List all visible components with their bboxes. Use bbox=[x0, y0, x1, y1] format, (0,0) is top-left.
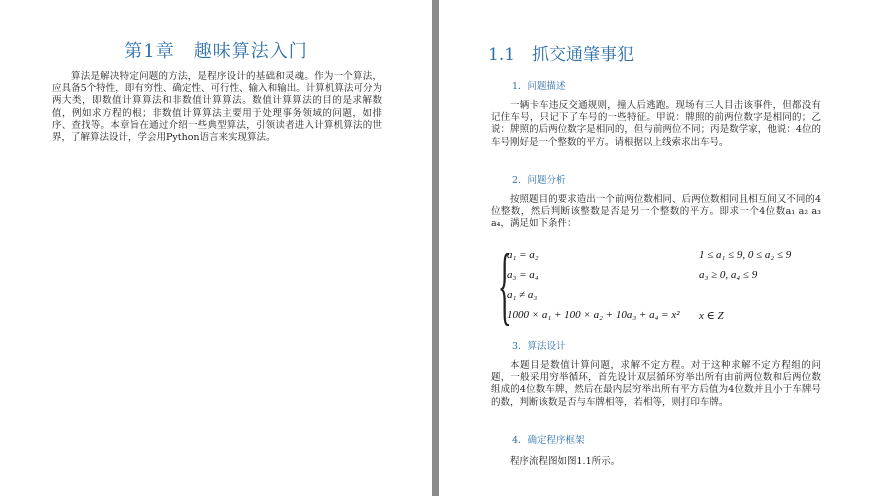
subsection-3-title: 3．算法设计 bbox=[512, 341, 566, 352]
condition-4: x ∈ Z bbox=[699, 310, 724, 322]
equation-system bbox=[498, 237, 818, 334]
subsection-4-title: 4．确定程序框架 bbox=[512, 435, 585, 446]
section-title: 1.1 抓交通肇事犯 bbox=[488, 45, 635, 65]
right-page bbox=[439, 0, 869, 496]
condition-2: a₃ ≥ 0, a₄ ≤ 9 bbox=[699, 269, 758, 281]
chapter-title: 第1章 趣味算法入门 bbox=[124, 41, 308, 62]
subsection-1-title: 1．问题描述 bbox=[512, 81, 566, 92]
condition-1: 1 ≤ a₁ ≤ 9, 0 ≤ a₂ ≤ 9 bbox=[699, 249, 792, 261]
equation-4: 1000 × a₁ + 100 × a₂ + 10a₃ + a₄ = x² bbox=[507, 309, 680, 321]
equation-3: a₁ ≠ a₃ bbox=[507, 289, 538, 301]
subsection-1-paragraph: 一辆卡车违反交通规则，撞人后逃跑。现场有三人目击该事件，但都没有记住车号，只记下了车号的一些特征。甲说：牌照的前两位数字是相同的；乙说：牌照的后两位数字是相同的，但与前两位不同；丙是数学家，他说：4位的车号刚好是一个整数的平方。请根据以上线索求出车号。 bbox=[491, 100, 821, 148]
left-brace: { bbox=[498, 237, 512, 334]
subsection-4-paragraph: 程序流程图如图1.1所示。 bbox=[510, 456, 621, 467]
subsection-2-title: 2．问题分析 bbox=[512, 175, 566, 186]
equation-2: a₃ = a₄ bbox=[507, 269, 539, 281]
page-gutter bbox=[432, 0, 439, 496]
subsection-3-paragraph: 本题目是数值计算问题，求解不定方程。对于这种求解不定方程组的问题，一般采用穷举循环，首先设计双层循环穷举出所有由前两位数和后两位数组成的4位数车牌，然后在最内层穷举出所有平方后值为4位数并且小于车牌号的数，判断该数是否与车牌相等，若相等，则打印车牌。 bbox=[491, 360, 821, 408]
left-page bbox=[0, 0, 432, 496]
subsection-2-paragraph: 按照题目的要求造出一个前两位数相同、后两位数相同且相互间又不同的4位整数，然后判断该整数是否是另一个整数的平方。即求一个4位数a₁ a₂ a₃ a₄，满足如下条件： bbox=[491, 194, 821, 230]
chapter-intro-paragraph: 算法是解决特定问题的方法，是程序设计的基础和灵魂。作为一个算法，应具备5个特性，即有穷性、确定性、可行性、输入和输出。计算机算法可分为两大类，即数值计算算法和非数值计算算法。数值计算算法的目的是求解数值，例如求方程的根；非数值计算算法主要用于处理事务领域的问题，如排序、查找等。本章旨在通过介绍一些典型算法，引领读者进入计算机算法的世界，了解算法设计，学会用Python语言来实现算法。 bbox=[52, 71, 382, 144]
equation-1: a₁ = a₂ bbox=[507, 249, 539, 261]
